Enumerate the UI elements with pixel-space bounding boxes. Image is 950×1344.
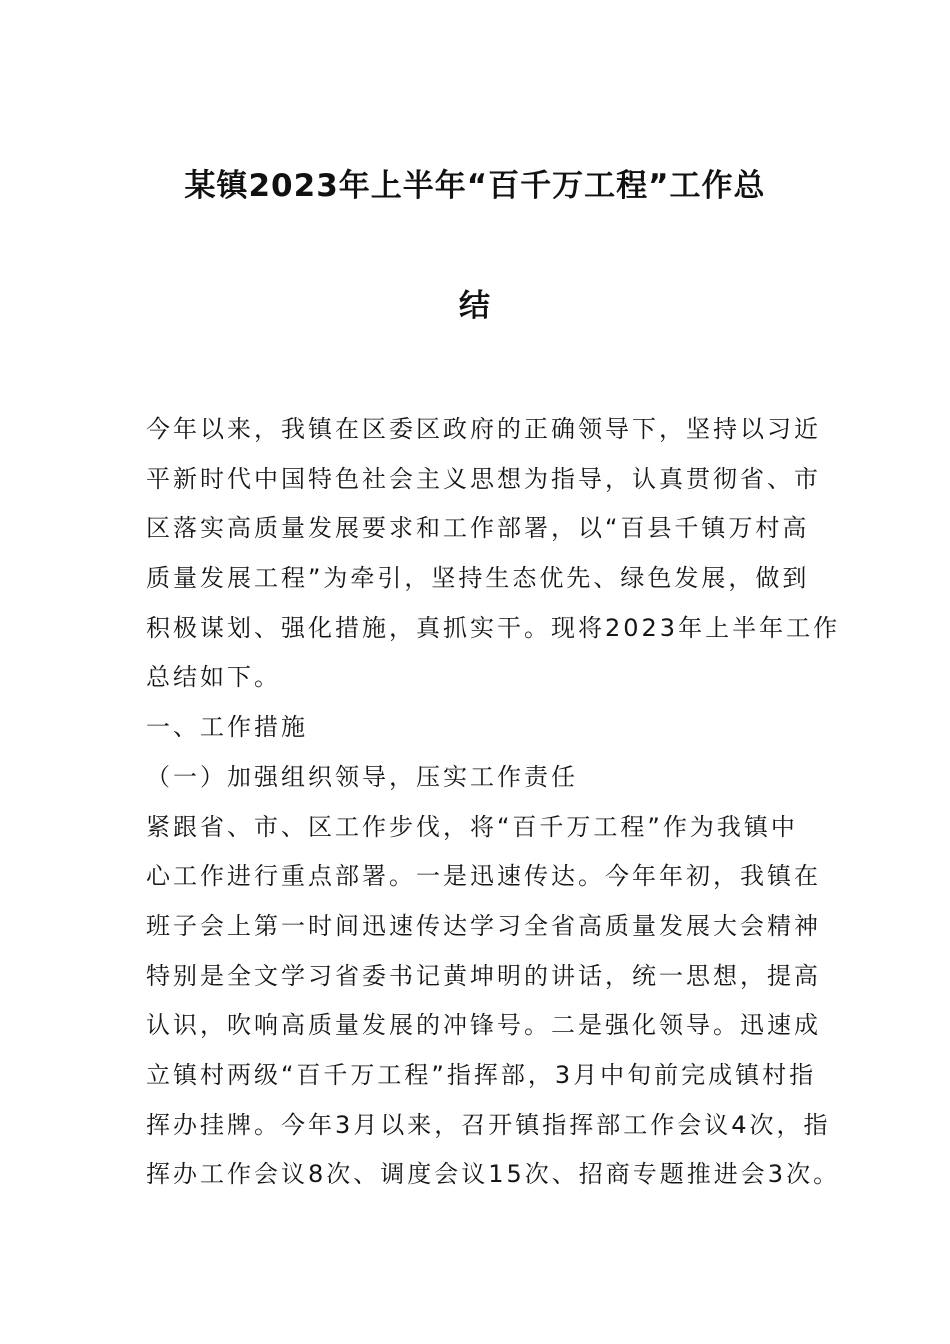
section-heading: 一、工作措施 — [146, 713, 308, 742]
body-line: 认识，吹响高质量发展的冲锋号。二是强化领导。迅速成 — [146, 1011, 821, 1040]
document-title-line-1: 某镇2023年上半年“百千万工程”工作总 — [184, 168, 766, 204]
body-line: 挥办挂牌。今年3月以来，召开镇指挥部工作会议4次，指 — [146, 1110, 831, 1139]
body-line: 立镇村两级“百千万工程”指挥部，3月中旬前完成镇村指 — [146, 1060, 817, 1089]
body-line: 积极谋划、强化措施，真抓实干。现将2023年上半年工作 — [146, 613, 841, 642]
body-line: 区落实高质量发展要求和工作部署，以“百县千镇万村高 — [146, 514, 810, 543]
body-line: 今年以来，我镇在区委区政府的正确领导下，坚持以习近 — [146, 415, 821, 443]
body-line: 挥办工作会议8次、调度会议15次、招商专题推进会3次。 — [146, 1160, 841, 1189]
body-line: 班子会上第一时间迅速传达学习全省高质量发展大会精神 — [146, 911, 821, 940]
body-line: 总结如下。 — [146, 663, 281, 692]
body-line: 心工作进行重点部署。一是迅速传达。今年年初，我镇在 — [146, 862, 821, 891]
body-line: 紧跟省、市、区工作步伐，将“百千万工程”作为我镇中 — [146, 812, 798, 841]
body-line: 质量发展工程”为牵引，坚持生态优先、绿色发展，做到 — [146, 564, 810, 593]
document-title-line-2: 结 — [459, 288, 491, 324]
body-line: 特别是全文学习省委书记黄坤明的讲话，统一思想，提高 — [146, 961, 821, 990]
subsection-heading: （一）加强组织领导，压实工作责任 — [146, 762, 578, 791]
body-line: 平新时代中国特色社会主义思想为指导，认真贯彻省、市 — [146, 464, 821, 493]
document-body — [146, 405, 841, 1200]
